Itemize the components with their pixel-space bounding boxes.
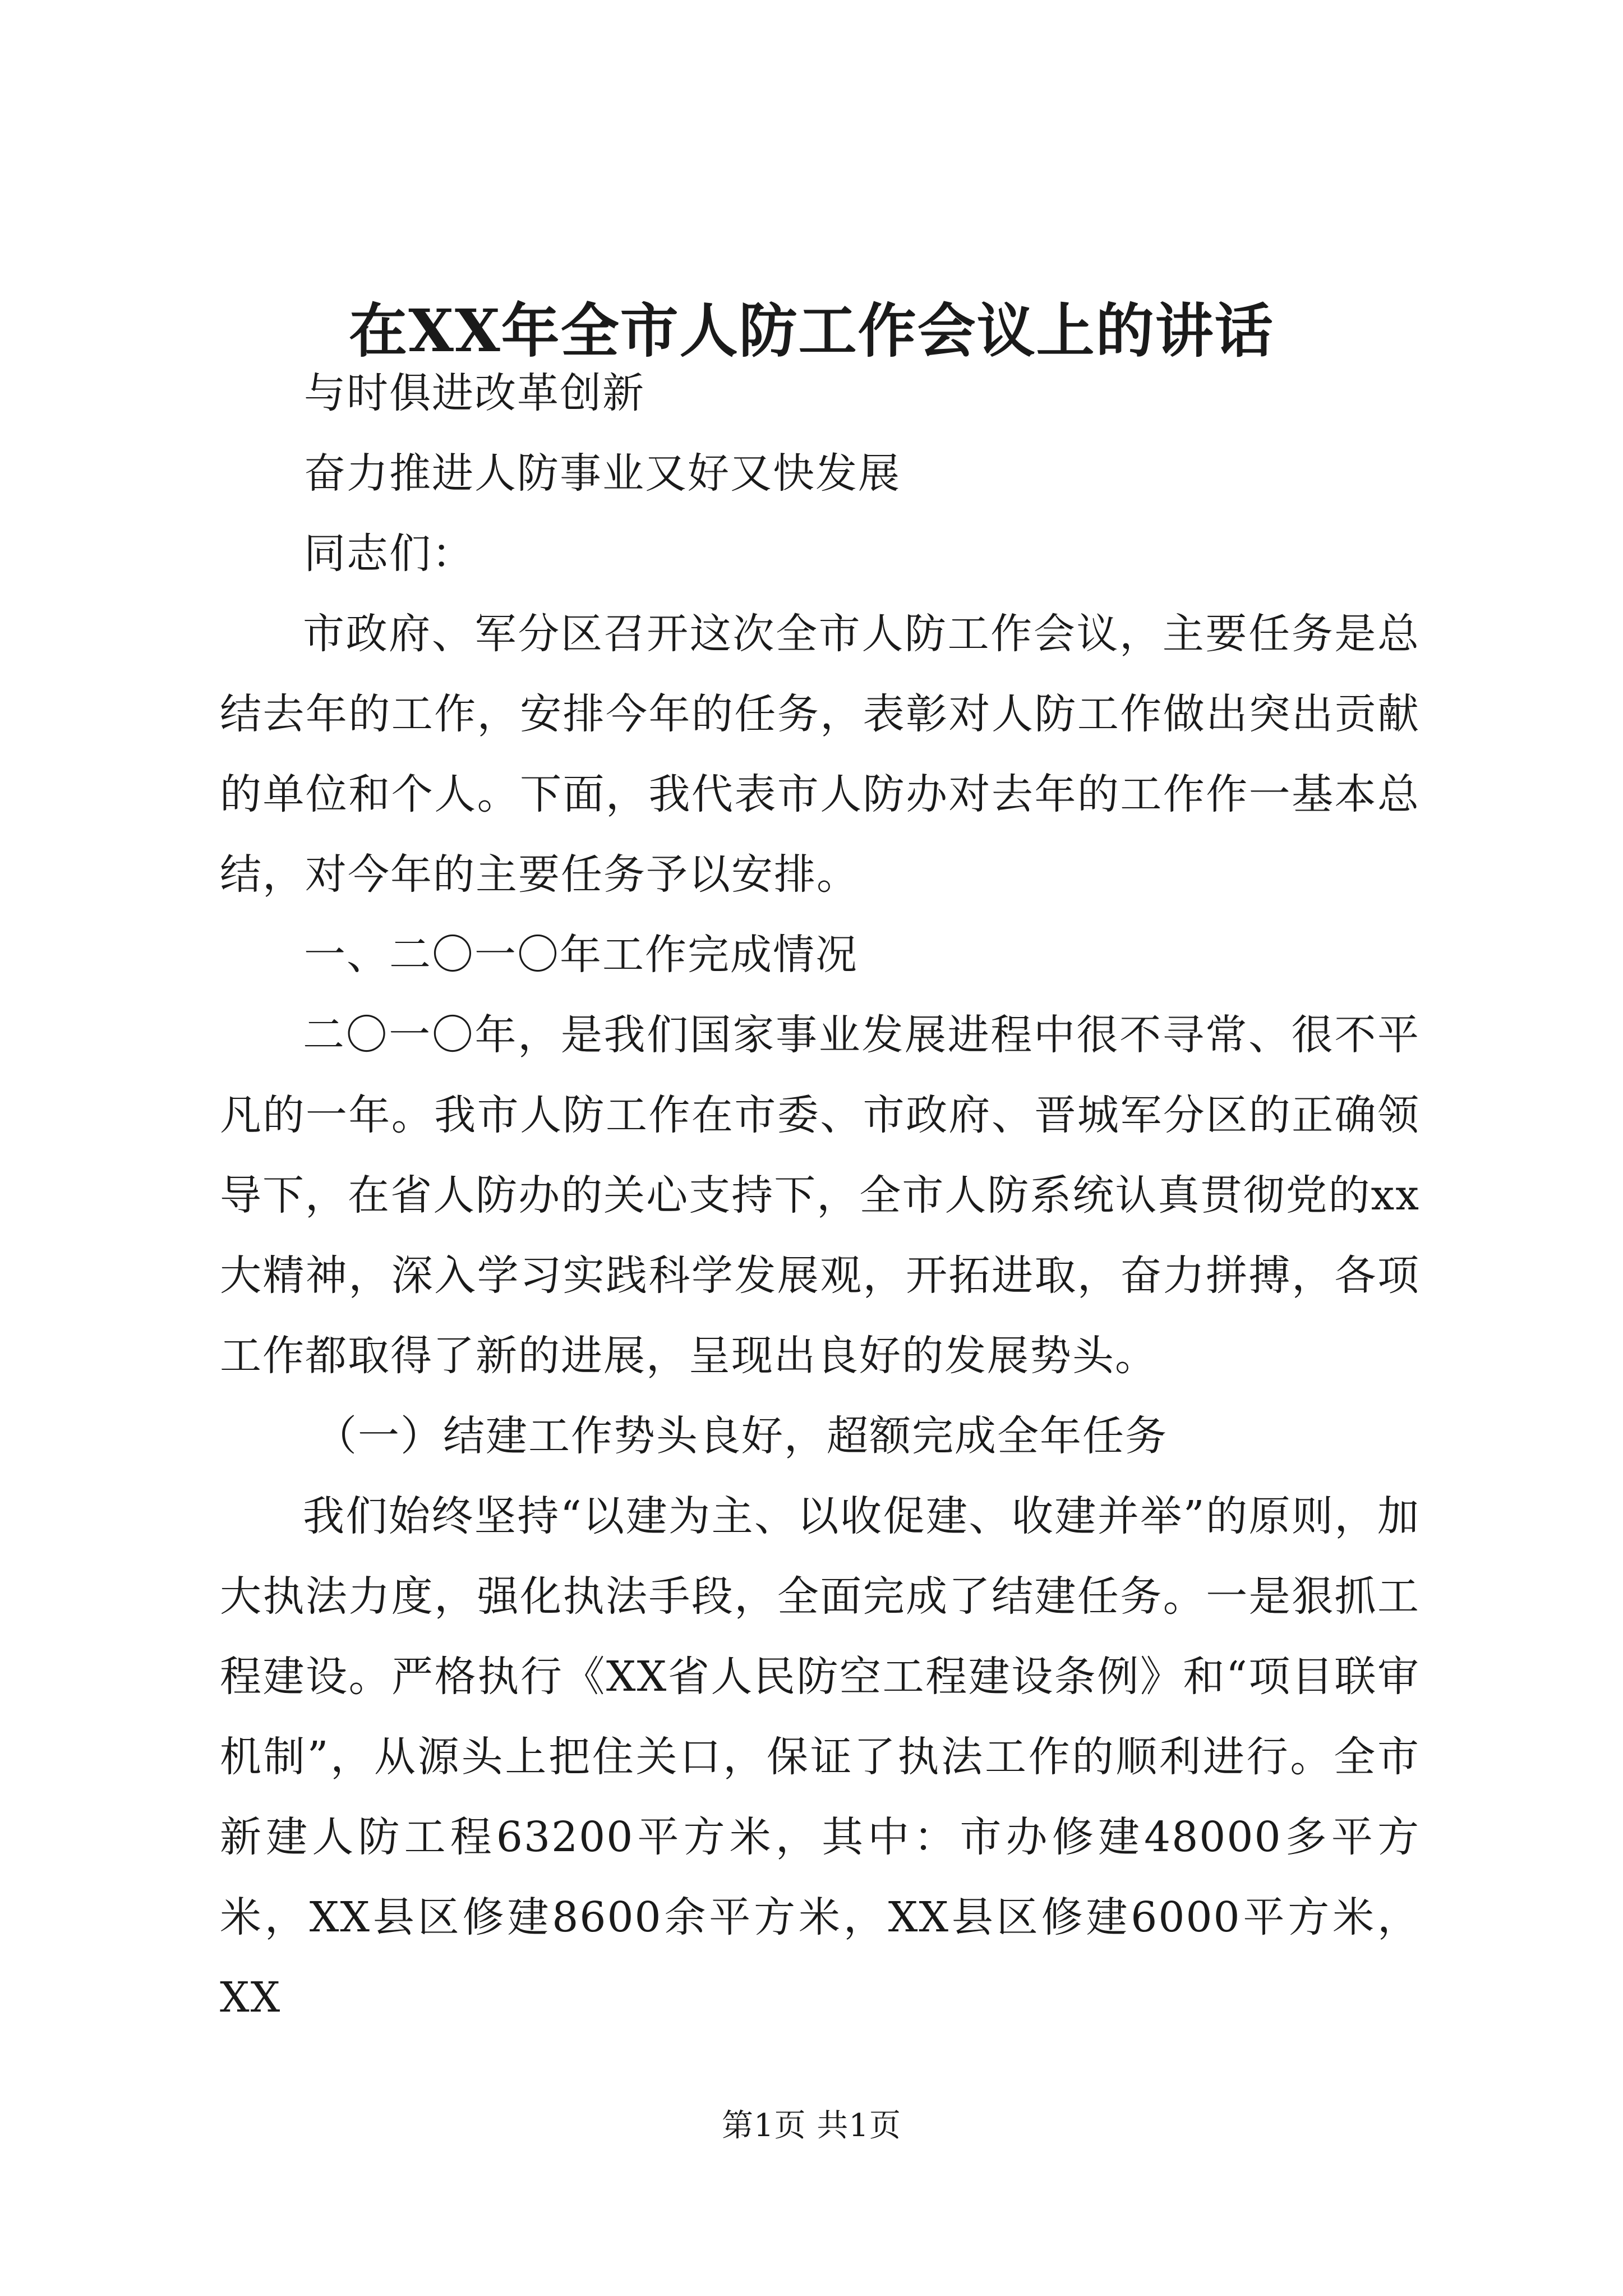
document-title: 在XX年全市人防工作会议上的讲话 — [349, 296, 1274, 365]
subtitle-line-2: 奋力推进人防事业又好又快发展 — [304, 449, 901, 498]
paragraph-construction: 我们始终坚持“以建为主、以收促建、收建并举”的原则，加大执法力度，强化执法手段，全面完成了结建任务。一是狠抓工程建设。严格执行《XX省人民防空工程建设条例》和“项目联审机制”，从源头上把住关口，保证了执法工作的顺利进行。全市新建人防工程63200平方米，其中：市办修建48000多平方米，XX县区修建8600余平方米，XX县区修建6000平方米，XX — [220, 1492, 1420, 2022]
paragraph-intro: 市政府、军分区召开这次全市人防工作会议，主要任务是总结去年的工作，安排今年的任务，表彰对人防工作做出突出贡献的单位和个人。下面，我代表市人防办对去年的工作作一基本总结，对今年的主要任务予以安排。 — [220, 610, 1420, 899]
subtitle-line-1: 与时俱进改革创新 — [304, 369, 645, 417]
paragraph-2010-overview: 二〇一〇年，是我们国家事业发展进程中很不寻常、很不平凡的一年。我市人防工作在市委、市政府、晋城军分区的正确领导下，在省人防办的关心支持下，全市人防系统认真贯彻党的xx大精神，深入学习实践科学发展观，开拓进取，奋力拼搏，各项工作都取得了新的进展，呈现出良好的发展势头。 — [220, 1011, 1420, 1380]
document-body — [220, 353, 1420, 2038]
page-footer: 第1页 共1页 — [721, 2108, 902, 2144]
salutation: 同志们： — [304, 530, 474, 578]
subsection-heading-1: （一）结建工作势头良好，超额完成全年任务 — [315, 1412, 1168, 1460]
section-heading-1: 一、二〇一〇年工作完成情况 — [304, 931, 858, 979]
